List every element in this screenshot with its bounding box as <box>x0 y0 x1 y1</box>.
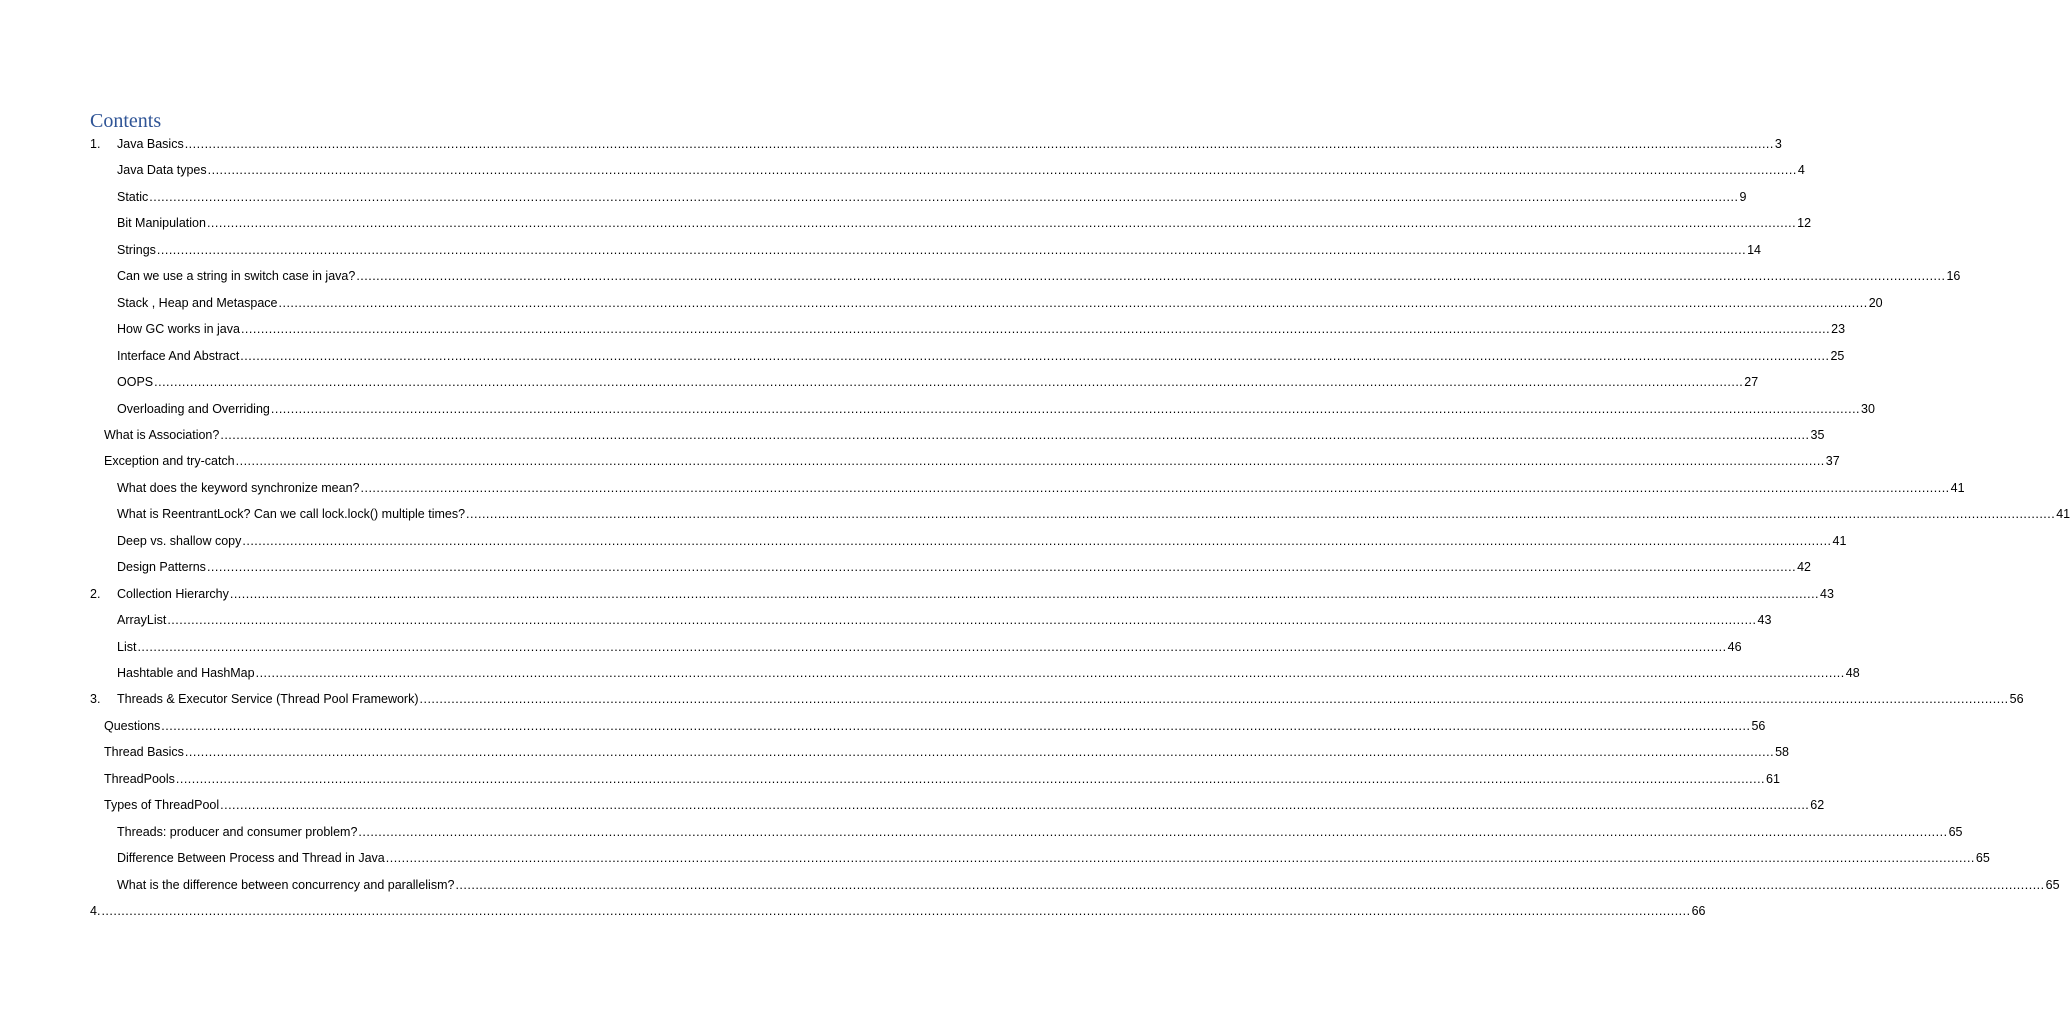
toc-dot-leader: ................................................................................................................................................................................................................................................................................................................................................................................................................ <box>207 163 1797 178</box>
toc-dot-leader: ................................................................................................................................................................................................................................................................................................................................................................................................................ <box>419 692 2009 707</box>
toc-entry-label: ArrayList <box>117 613 167 628</box>
toc-dot-leader: ................................................................................................................................................................................................................................................................................................................................................................................................................ <box>360 480 1950 495</box>
toc-dot-leader: ................................................................................................................................................................................................................................................................................................................................................................................................................ <box>240 322 1831 337</box>
toc-dot-leader: ................................................................................................................................................................................................................................................................................................................................................................................................................ <box>154 375 1744 390</box>
toc-entry-label: Deep vs. shallow copy <box>117 533 242 548</box>
toc-dot-leader: ................................................................................................................................................................................................................................................................................................................................................................................................................ <box>156 242 1747 257</box>
toc-entry-page-number: 12 <box>1797 216 1812 231</box>
toc-entry-page-number: 43 <box>1757 613 1772 628</box>
toc-entry-label: Collection Hierarchy <box>117 586 229 601</box>
toc-entry-page-number: 66 <box>1691 904 1706 919</box>
toc-entry-label: Exception and try-catch <box>104 454 235 469</box>
toc-entry-page-number: 42 <box>1797 560 1812 575</box>
toc-entry-label: Hashtable and HashMap <box>117 666 255 680</box>
toc-entry-page-number: 65 <box>1948 824 1963 839</box>
toc-dot-leader: ................................................................................................................................................................................................................................................................................................................................................................................................................ <box>220 798 1810 813</box>
toc-dot-leader: ................................................................................................................................................................................................................................................................................................................................................................................................................ <box>206 216 1797 231</box>
toc-entry-label: ThreadPools <box>104 771 175 786</box>
toc-entry-page-number: 56 <box>1751 718 1766 733</box>
toc-entry-label: OOPS <box>117 375 154 390</box>
toc-entry-page-number: 65 <box>1975 851 1990 866</box>
toc-entry-page-number: 16 <box>1946 269 1961 284</box>
toc-entry[interactable] <box>104 453 1840 469</box>
toc-entry-page-number: 58 <box>1775 745 1789 760</box>
toc-entry-label: Static <box>117 189 149 204</box>
toc-entry-page-number: 56 <box>2009 692 2024 707</box>
toc-entry[interactable] <box>104 744 1789 760</box>
toc-entry[interactable] <box>90 189 1747 205</box>
toc-entry[interactable] <box>90 348 1845 364</box>
toc-entry-number: 3. <box>90 692 101 707</box>
toc-entry-page-number: 41 <box>2056 507 2070 522</box>
toc-entry[interactable] <box>90 506 2070 522</box>
toc-entry-page-number: 65 <box>2045 877 2060 892</box>
toc-entry-page-number: 4 <box>1797 163 1805 178</box>
toc-entry-page-number: 41 <box>1950 480 1965 495</box>
toc-entry-label: Overloading and Overriding <box>117 401 270 416</box>
toc-entry[interactable] <box>90 162 1805 178</box>
toc-dot-leader: ................................................................................................................................................................................................................................................................................................................................................................................................................ <box>167 613 1757 628</box>
toc-entry-page-number: 46 <box>1727 639 1742 654</box>
toc-entry-label: Interface And Abstract <box>117 348 240 363</box>
toc-entry-page-number: 27 <box>1744 375 1759 390</box>
toc-entry-label: Threads & Executor Service (Thread Pool Framework) <box>117 692 419 707</box>
toc-dot-leader: ................................................................................................................................................................................................................................................................................................................................................................................................................ <box>184 745 1775 760</box>
toc-dot-leader: ................................................................................................................................................................................................................................................................................................................................................................................................................ <box>466 507 2056 522</box>
toc-entry[interactable] <box>90 586 1834 602</box>
toc-entry-label: List <box>117 639 137 654</box>
toc-entry-page-number: 41 <box>1832 533 1847 548</box>
toc-dot-leader: ................................................................................................................................................................................................................................................................................................................................................................................................................ <box>242 533 1832 548</box>
toc-dot-leader: ................................................................................................................................................................................................................................................................................................................................................................................................................ <box>278 295 1868 310</box>
toc-dot-leader: ................................................................................................................................................................................................................................................................................................................................................................................................................ <box>229 586 1820 601</box>
toc-entry-number: 1. <box>90 137 101 151</box>
toc-entry[interactable] <box>90 665 1860 681</box>
toc-dot-leader: ................................................................................................................................................................................................................................................................................................................................................................................................................ <box>385 851 1975 866</box>
toc-entry-page-number: 37 <box>1825 454 1840 469</box>
toc-entry-label: Java Data types <box>117 163 207 178</box>
toc-entry-page-number: 62 <box>1810 798 1825 813</box>
toc-entry-label: Java Basics <box>117 137 184 151</box>
toc-entry-label: How GC works in java <box>117 322 240 337</box>
toc-entry[interactable] <box>104 771 1780 787</box>
toc-dot-leader: ................................................................................................................................................................................................................................................................................................................................................................................................................ <box>356 269 1946 284</box>
toc-dot-leader: ................................................................................................................................................................................................................................................................................................................................................................................................................ <box>175 771 1766 786</box>
toc-entry-page-number: 9 <box>1739 189 1747 204</box>
toc-entry-page-number: 43 <box>1820 586 1834 601</box>
toc-dot-leader: ................................................................................................................................................................................................................................................................................................................................................................................................................ <box>149 189 1739 204</box>
toc-entry-label: What does the keyword synchronize mean? <box>117 480 360 495</box>
toc-entry[interactable] <box>90 612 1772 628</box>
toc-dot-leader: ................................................................................................................................................................................................................................................................................................................................................................................................................ <box>455 877 2045 892</box>
page-title: Contents <box>90 110 162 132</box>
toc-entry[interactable] <box>90 877 2060 893</box>
toc-dot-leader: ................................................................................................................................................................................................................................................................................................................................................................................................................ <box>220 427 1810 442</box>
toc-entry-page-number: 3 <box>1774 137 1782 151</box>
toc-entry-label: What is ReentrantLock? Can we call lock.lock() multiple times? <box>117 507 466 522</box>
toc-entry-page-number: 35 <box>1810 427 1825 442</box>
toc-entry[interactable] <box>90 480 1965 496</box>
toc-entry-label: Difference Between Process and Thread in Java <box>117 851 385 866</box>
toc-dot-leader: ................................................................................................................................................................................................................................................................................................................................................................................................................ <box>161 718 1751 733</box>
toc-entry-label: Stack , Heap and Metaspace <box>117 295 278 310</box>
toc-entry[interactable] <box>90 242 1761 258</box>
toc-entry-label: Types of ThreadPool <box>104 798 220 813</box>
toc-entry[interactable] <box>104 797 1825 813</box>
toc-entry-label: What is the difference between concurrency and parallelism? <box>117 877 455 892</box>
toc-dot-leader: ................................................................................................................................................................................................................................................................................................................................................................................................................ <box>240 348 1830 363</box>
toc-entry[interactable] <box>104 427 1825 443</box>
toc-entry[interactable] <box>90 136 1782 152</box>
toc-entry-page-number: 20 <box>1868 295 1883 310</box>
toc-entry-page-number: 25 <box>1830 348 1845 363</box>
toc-entry[interactable] <box>90 691 2024 707</box>
toc-entry-number: 4. <box>90 904 101 919</box>
toc-entry[interactable] <box>90 215 1812 231</box>
toc-entry[interactable] <box>90 903 1706 919</box>
toc-entry[interactable] <box>90 559 1812 575</box>
toc-entry-label: Questions <box>104 718 161 733</box>
toc-entry-label: Threads: producer and consumer problem? <box>117 824 358 839</box>
toc-entry[interactable] <box>90 824 1963 840</box>
toc-entry[interactable] <box>90 268 1961 284</box>
toc-entry-label: Can we use a string in switch case in java? <box>117 269 356 284</box>
toc-dot-leader: ................................................................................................................................................................................................................................................................................................................................................................................................................ <box>184 137 1774 151</box>
toc-entry-number: 2. <box>90 586 101 601</box>
toc-dot-leader: ................................................................................................................................................................................................................................................................................................................................................................................................................ <box>101 904 1691 919</box>
toc-entry[interactable] <box>90 374 1759 390</box>
toc-dot-leader: ................................................................................................................................................................................................................................................................................................................................................................................................................ <box>358 824 1948 839</box>
toc-entry-page-number: 23 <box>1831 322 1846 337</box>
toc-entry-page-number: 48 <box>1845 666 1860 680</box>
toc-entry-page-number: 14 <box>1747 242 1761 257</box>
toc-entry-page-number: 61 <box>1766 771 1780 786</box>
toc-entry-label: Strings <box>117 242 156 257</box>
toc-dot-leader: ................................................................................................................................................................................................................................................................................................................................................................................................................ <box>235 454 1825 469</box>
toc-dot-leader: ................................................................................................................................................................................................................................................................................................................................................................................................................ <box>255 666 1845 680</box>
toc-entry-label: Thread Basics <box>104 745 184 760</box>
toc-dot-leader: ................................................................................................................................................................................................................................................................................................................................................................................................................ <box>137 639 1727 654</box>
toc-entry[interactable] <box>104 718 1766 734</box>
toc-dot-leader: ................................................................................................................................................................................................................................................................................................................................................................................................................ <box>206 560 1797 575</box>
toc-entry[interactable] <box>90 639 1742 655</box>
toc-entry-label: Bit Manipulation <box>117 216 206 231</box>
toc-entry[interactable] <box>90 295 1883 311</box>
toc-entry[interactable] <box>90 321 1846 337</box>
toc-entry[interactable] <box>90 533 1847 549</box>
toc-entry-label: Design Patterns <box>117 560 206 575</box>
toc-entry[interactable] <box>90 850 1990 866</box>
toc-entry-page-number: 30 <box>1861 401 1875 416</box>
toc-dot-leader: ................................................................................................................................................................................................................................................................................................................................................................................................................ <box>270 401 1861 416</box>
toc-entry[interactable] <box>90 401 1875 417</box>
toc-entry-label: What is Association? <box>104 427 220 442</box>
